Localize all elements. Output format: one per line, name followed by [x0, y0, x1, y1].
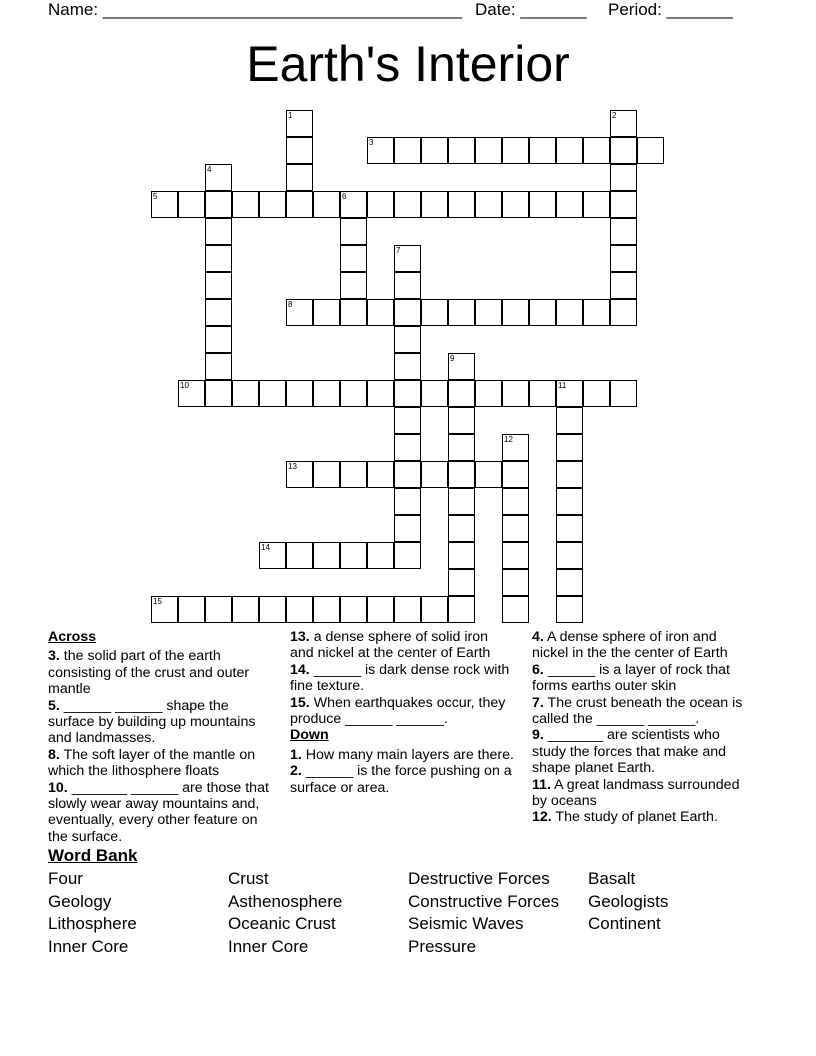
grid-cell[interactable] [259, 191, 286, 218]
grid-cell[interactable] [583, 191, 610, 218]
grid-cell[interactable] [502, 137, 529, 164]
grid-cell[interactable] [502, 299, 529, 326]
grid-cell[interactable] [556, 407, 583, 434]
grid-cell[interactable] [205, 380, 232, 407]
grid-cell[interactable] [394, 434, 421, 461]
grid-cell[interactable] [313, 380, 340, 407]
grid-cell[interactable] [151, 596, 178, 623]
grid-cell[interactable] [178, 380, 205, 407]
word-bank-item: Pressure [408, 936, 477, 956]
grid-cell[interactable] [610, 245, 637, 272]
cell-number: 3 [369, 138, 374, 147]
page-title: Earth's Interior [246, 36, 570, 92]
grid-cell[interactable] [151, 191, 178, 218]
grid-cell[interactable] [394, 353, 421, 380]
grid-cell[interactable] [340, 596, 367, 623]
grid-cell[interactable] [529, 191, 556, 218]
grid-cell[interactable] [556, 137, 583, 164]
cell-number: 10 [180, 381, 189, 390]
grid-cell[interactable] [286, 461, 313, 488]
grid-cell[interactable] [394, 191, 421, 218]
grid-cell[interactable] [394, 515, 421, 542]
grid-cell[interactable] [637, 137, 664, 164]
grid-cell[interactable] [367, 596, 394, 623]
grid-cell[interactable] [205, 299, 232, 326]
grid-cell[interactable] [448, 569, 475, 596]
grid-cell[interactable] [340, 461, 367, 488]
clue-down-12: 12. The study of planet Earth. [532, 809, 718, 826]
clue-column-3 [532, 629, 752, 826]
grid-cell[interactable] [448, 137, 475, 164]
grid-cell[interactable] [232, 596, 259, 623]
grid-cell[interactable] [610, 299, 637, 326]
grid-cell[interactable] [556, 488, 583, 515]
grid-cell[interactable] [340, 299, 367, 326]
word-bank-item: Asthenosphere [228, 891, 343, 911]
grid-cell[interactable] [259, 596, 286, 623]
cell-number: 12 [504, 435, 513, 444]
grid-cell[interactable] [394, 488, 421, 515]
grid-cell[interactable] [475, 137, 502, 164]
grid-cell[interactable] [340, 218, 367, 245]
grid-cell[interactable] [448, 191, 475, 218]
grid-cell[interactable] [394, 407, 421, 434]
grid-cell[interactable] [475, 191, 502, 218]
down-heading: Down [290, 727, 329, 744]
grid-cell[interactable] [340, 245, 367, 272]
grid-cell[interactable] [313, 461, 340, 488]
grid-cell[interactable] [313, 596, 340, 623]
grid-cell[interactable] [178, 596, 205, 623]
grid-cell[interactable] [556, 191, 583, 218]
clue-column-2 [290, 629, 515, 796]
grid-cell[interactable] [556, 596, 583, 623]
cell-number: 13 [288, 462, 297, 471]
grid-cell[interactable] [529, 299, 556, 326]
clue-down-7: 7. The crust beneath the ocean is called the ______ ______. [532, 694, 743, 728]
word-bank-item: Lithosphere [48, 914, 137, 934]
grid-cell[interactable] [502, 191, 529, 218]
grid-cell[interactable] [448, 434, 475, 461]
grid-cell[interactable] [340, 191, 367, 218]
cell-number: 4 [207, 165, 212, 174]
word-bank-item: Four [48, 869, 83, 888]
across-heading: Across [48, 629, 97, 645]
grid-cell[interactable] [529, 137, 556, 164]
word-bank-item: Inner Core [48, 936, 129, 956]
grid-cell[interactable] [232, 380, 259, 407]
word-bank-item: Geologists [588, 891, 669, 911]
word-bank-item: Continent [588, 914, 661, 934]
grid-cell[interactable] [610, 218, 637, 245]
grid-cell[interactable] [313, 542, 340, 569]
clue-column-1 [48, 629, 278, 845]
grid-cell[interactable] [421, 191, 448, 218]
grid-cell[interactable] [502, 488, 529, 515]
clue-across-3: 3. the solid part of the earth consisting of the crust and outer mantle [48, 648, 250, 698]
clue-across-14: 14. ______ is dark dense rock with fine texture. [290, 661, 510, 695]
grid-cell[interactable] [205, 353, 232, 380]
word-bank-item: Seismic Waves [408, 914, 524, 934]
grid-cell[interactable] [448, 299, 475, 326]
clue-across-10: 10. _______ ______ are those that slowly wear away mountains and, eventually, every other feature on the surface. [48, 779, 269, 845]
grid-cell[interactable] [502, 542, 529, 569]
grid-cell[interactable] [286, 380, 313, 407]
clue-across-5: 5. ______ ______ shape the surface by building up mountains and landmasses. [48, 697, 256, 747]
word-bank-column [48, 868, 137, 958]
name-field[interactable]: Name: ______________________________________ [48, 0, 463, 19]
grid-cell[interactable] [475, 461, 502, 488]
word-bank-item: Geology [48, 891, 112, 911]
grid-cell[interactable] [475, 299, 502, 326]
word-bank-column [588, 868, 668, 936]
grid-cell[interactable] [205, 326, 232, 353]
cell-number: 5 [153, 192, 158, 201]
word-bank-item: Inner Core [228, 936, 309, 956]
clue-across-8: 8. The soft layer of the mantle on which the lithosphere floats [48, 746, 256, 780]
cell-number: 7 [396, 246, 401, 255]
grid-cell[interactable] [394, 137, 421, 164]
grid-cell[interactable] [610, 380, 637, 407]
cell-number: 14 [261, 543, 270, 552]
grid-cell[interactable] [286, 542, 313, 569]
clue-down-9: 9. _______ are scientists who study the forces that make and shape planet Earth. [532, 727, 727, 777]
grid-cell[interactable] [583, 299, 610, 326]
grid-cell[interactable] [556, 380, 583, 407]
grid-cell[interactable] [556, 569, 583, 596]
clue-across-13: 13. a dense sphere of solid iron and nickel at the center of Earth [290, 629, 491, 662]
grid-cell[interactable] [286, 164, 313, 191]
grid-cell[interactable] [583, 380, 610, 407]
grid-cell[interactable] [448, 488, 475, 515]
grid-cell[interactable] [475, 380, 502, 407]
grid-cell[interactable] [448, 407, 475, 434]
grid-cell[interactable] [421, 461, 448, 488]
clue-down-11: 11. A great landmass surrounded by oceans [532, 776, 740, 810]
grid-cell[interactable] [205, 191, 232, 218]
grid-cell[interactable] [394, 380, 421, 407]
cell-number: 11 [558, 381, 567, 390]
grid-cell[interactable] [421, 596, 448, 623]
cell-number: 8 [288, 300, 293, 309]
grid-cell[interactable] [205, 272, 232, 299]
grid-cell[interactable] [340, 542, 367, 569]
grid-cell[interactable] [502, 596, 529, 623]
grid-cell[interactable] [232, 191, 259, 218]
grid-cell[interactable] [610, 164, 637, 191]
grid-cell[interactable] [313, 299, 340, 326]
grid-cell[interactable] [610, 191, 637, 218]
grid-cell[interactable] [205, 596, 232, 623]
word-bank-item: Basalt [588, 869, 636, 888]
word-bank-column [228, 868, 342, 958]
grid-cell[interactable] [502, 380, 529, 407]
grid-cell[interactable] [610, 137, 637, 164]
grid-cell[interactable] [448, 596, 475, 623]
grid-cell[interactable] [448, 461, 475, 488]
grid-cell[interactable] [556, 542, 583, 569]
grid-cell[interactable] [259, 542, 286, 569]
word-bank-item: Crust [228, 869, 269, 888]
grid-cell[interactable] [583, 137, 610, 164]
grid-cell[interactable] [610, 272, 637, 299]
clue-down-2: 2. ______ is the force pushing on a surface or area. [290, 763, 512, 796]
cell-number: 9 [450, 354, 455, 363]
word-bank-item: Oceanic Crust [228, 914, 336, 934]
grid-cell[interactable] [205, 164, 232, 191]
grid-cell[interactable] [421, 299, 448, 326]
grid-cell[interactable] [394, 542, 421, 569]
grid-cell[interactable] [502, 515, 529, 542]
date-field[interactable]: Date: _______ [475, 0, 587, 19]
grid-cell[interactable] [448, 542, 475, 569]
grid-cell[interactable] [448, 380, 475, 407]
grid-cell[interactable] [367, 461, 394, 488]
grid-cell[interactable] [421, 380, 448, 407]
grid-cell[interactable] [421, 137, 448, 164]
grid-cell[interactable] [286, 299, 313, 326]
grid-cell[interactable] [529, 380, 556, 407]
grid-cell[interactable] [286, 110, 313, 137]
grid-cell[interactable] [367, 191, 394, 218]
grid-cell[interactable] [556, 515, 583, 542]
grid-cell[interactable] [205, 218, 232, 245]
word-bank-item: Constructive Forces [408, 891, 560, 911]
cell-number: 2 [612, 111, 617, 120]
grid-cell[interactable] [394, 461, 421, 488]
cell-number: 15 [153, 597, 162, 606]
cell-number: 1 [288, 111, 293, 120]
word-bank-title: Word Bank [48, 846, 138, 865]
grid-cell[interactable] [502, 434, 529, 461]
grid-cell[interactable] [178, 191, 205, 218]
clue-across-15: 15. When earthquakes occur, they produce ______ ______. [290, 694, 506, 728]
clue-down-6: 6. ______ is a layer of rock that forms earths outer skin [532, 661, 730, 695]
grid-cell[interactable] [394, 326, 421, 353]
clue-down-1: 1. How many main layers are there. [290, 746, 514, 763]
grid-cell[interactable] [286, 191, 313, 218]
grid-cell[interactable] [448, 353, 475, 380]
grid-cell[interactable] [286, 596, 313, 623]
period-field[interactable]: Period: _______ [608, 0, 733, 19]
grid-cell[interactable] [502, 461, 529, 488]
grid-cell[interactable] [610, 110, 637, 137]
grid-cell[interactable] [367, 299, 394, 326]
grid-cell[interactable] [394, 299, 421, 326]
grid-cell[interactable] [340, 272, 367, 299]
grid-cell[interactable] [394, 272, 421, 299]
grid-cell[interactable] [313, 191, 340, 218]
cell-number: 6 [342, 192, 347, 201]
grid-cell[interactable] [259, 380, 286, 407]
grid-cell[interactable] [556, 434, 583, 461]
grid-cell[interactable] [205, 245, 232, 272]
grid-cell[interactable] [286, 137, 313, 164]
clue-down-4: 4. A dense sphere of iron and nickel in the the center of Earth [532, 629, 728, 662]
grid-cell[interactable] [367, 137, 394, 164]
grid-cell[interactable] [394, 596, 421, 623]
grid-cell[interactable] [394, 245, 421, 272]
word-bank-item: Destructive Forces [408, 869, 550, 888]
grid-cell[interactable] [367, 380, 394, 407]
grid-cell[interactable] [556, 299, 583, 326]
grid-cell[interactable] [340, 380, 367, 407]
word-bank-column [408, 868, 559, 958]
grid-cell[interactable] [556, 461, 583, 488]
grid-cell[interactable] [502, 569, 529, 596]
grid-cell[interactable] [448, 515, 475, 542]
grid-cell[interactable] [367, 542, 394, 569]
